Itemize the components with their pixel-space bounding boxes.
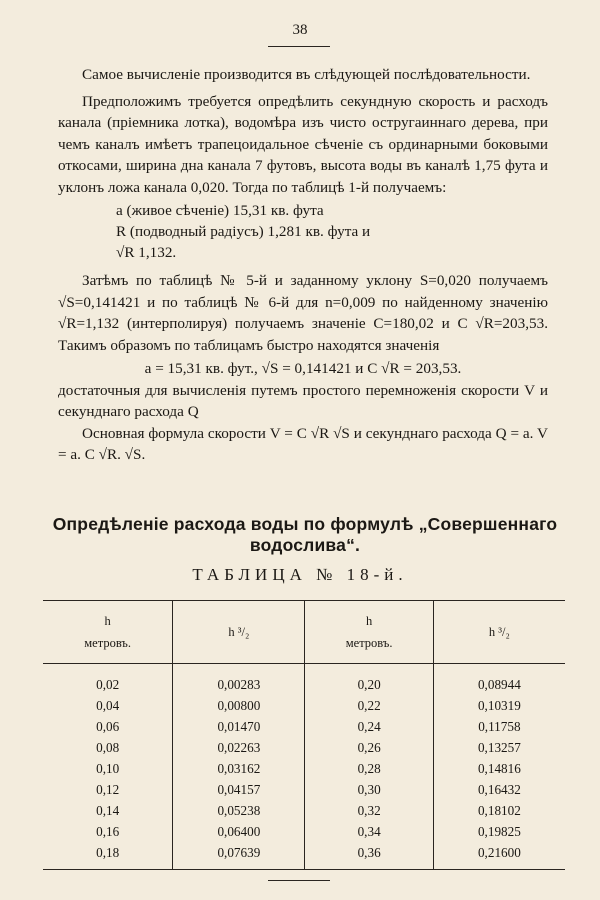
table-row: 0,16 0,06400 0,34 0,19825 [43, 821, 565, 842]
table-row: 0,06 0,01470 0,24 0,11758 [43, 716, 565, 737]
paragraph-intro: Самое вычисленіе производится въ слѣдующей послѣдовательности. [82, 66, 531, 83]
values-line: a = 15,31 кв. фут., √S = 0,141421 и C √R = 203,53. [144, 360, 462, 377]
top-rule [268, 46, 330, 47]
table-row: 0,10 0,03162 0,28 0,14816 [43, 758, 565, 779]
table-row: 0,12 0,04157 0,30 0,16432 [43, 779, 565, 800]
paragraph-example: Предположимъ требуется опредѣлить секундную скорость и расходъ канала (пріемника лотка), водомѣра изъ чисто остругаиннаго дерева, при чемъ каналъ имѣетъ трапецоидальное сѣченіе съ ординарными боковыми откосами, ширина дна канала 7 футовъ, высота воды въ каналѣ 1,75 фута и уклонъ ложа канала 0,020. Тогда по таблицѣ 1-й получаемъ: [58, 92, 548, 196]
page-number: 38 [292, 22, 308, 38]
data-table [43, 600, 565, 870]
table-row: 0,14 0,05238 0,32 0,18102 [43, 800, 565, 821]
bottom-rule [268, 880, 330, 881]
header-h-1: h метровъ. [43, 601, 173, 664]
paragraph-formula: Основная формула скорости V = C √R √S и секунднаго расхода Q = a. V = a. C √R. √S. [58, 424, 548, 463]
body-text [58, 64, 548, 466]
formula-line-area: a (живое сѣченіе) 15,31 кв. фута [116, 202, 324, 219]
table-row: 0,02 0,00283 0,20 0,08944 [43, 664, 565, 696]
table-caption: ТАБЛИЦА № 18-й. [192, 565, 408, 584]
header-h32-1: h ³/₂ [173, 601, 305, 664]
table-row: 0,04 0,00800 0,22 0,10319 [43, 695, 565, 716]
table-header-row [43, 601, 565, 664]
header-h-2: h метровъ. [305, 601, 433, 664]
formula-line-radius: R (подводный радіусъ) 1,281 кв. фута и [116, 223, 371, 240]
formula-line-sqrt-r: √R 1,132. [116, 244, 177, 261]
table-row: 0,18 0,07639 0,36 0,21600 [43, 842, 565, 870]
formula-lines [116, 200, 548, 263]
header-h32-2: h ³/₂ [433, 601, 565, 664]
section-heading: Опредѣленіе расхода воды по формулѣ „Совершеннаго водослива“. [52, 514, 558, 555]
paragraph-sufficient: достаточныя для вычисленія путемъ простого перемноженія скорости V и секунднаго расхода Q [58, 381, 548, 420]
paragraph-tables: Затѣмъ по таблицѣ № 5-й и заданному уклону S=0,020 получаемъ √S=0,141421 и по таблицѣ № 6-й для n=0,009 по найденному значенію √R=1,132 (интерполируя) получаемъ значеніе C=180,02 и C √R=203,53. Такимъ образомъ по таблицамъ быстро находятся значенія [58, 272, 548, 354]
table-row: 0,08 0,02263 0,26 0,13257 [43, 737, 565, 758]
